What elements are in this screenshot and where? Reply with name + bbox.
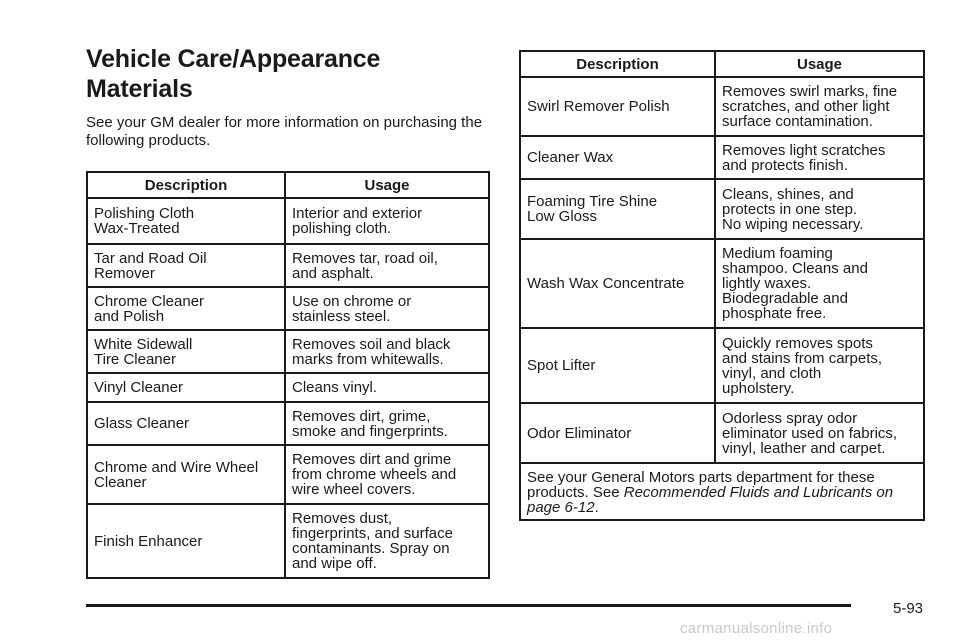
right-column: [519, 50, 923, 521]
product-usage-cell: Removes light scratches and protects finish.: [715, 136, 924, 179]
table-row: [520, 179, 924, 239]
table-row: [87, 373, 489, 402]
product-usage-cell: Removes dirt, grime, smoke and fingerprints.: [285, 402, 489, 445]
product-usage-cell: Quickly removes spots and stains from carpets, vinyl, and cloth upholstery.: [715, 328, 924, 403]
page-number: 5-93: [893, 600, 924, 617]
column-header-description: Description: [87, 172, 285, 198]
product-description-cell: Vinyl Cleaner: [87, 373, 285, 402]
table-row: [87, 244, 489, 287]
product-description-cell: Chrome Cleaner and Polish: [87, 287, 285, 330]
product-description-cell: Glass Cleaner: [87, 402, 285, 445]
product-usage-cell: Cleans, shines, and protects in one step. No wiping necessary.: [715, 179, 924, 239]
footnote-end: .: [594, 499, 599, 516]
table-row: [87, 504, 489, 578]
column-header-usage: Usage: [285, 172, 489, 198]
table-row: [87, 287, 489, 330]
product-description-cell: Finish Enhancer: [87, 504, 285, 578]
footnote-text: See your General Motors parts department for these products. See: [527, 469, 875, 501]
footer-rule: [86, 604, 851, 607]
table-row: [520, 239, 924, 328]
left-table-body: [87, 198, 489, 578]
table-header-row: [87, 172, 489, 198]
table-row: [87, 198, 489, 244]
table-row: [87, 402, 489, 445]
column-header-description: Description: [520, 51, 715, 77]
page-title: Vehicle Care/Appearance Materials: [86, 45, 381, 103]
care-materials-table-right: [519, 50, 925, 521]
right-table-body: [520, 77, 924, 463]
product-description-cell: Swirl Remover Polish: [520, 77, 715, 136]
table-header-row: [520, 51, 924, 77]
product-description-cell: Spot Lifter: [520, 328, 715, 403]
product-description-cell: Foaming Tire Shine Low Gloss: [520, 179, 715, 239]
product-description-cell: Chrome and Wire Wheel Cleaner: [87, 445, 285, 504]
table-row: [520, 328, 924, 403]
footnote-cell: [520, 463, 924, 520]
watermark-text: carmanualsonline.info: [680, 620, 833, 637]
product-usage-cell: Removes dust, fingerprints, and surface contaminants. Spray on and wipe off.: [285, 504, 489, 578]
product-description-cell: Cleaner Wax: [520, 136, 715, 179]
table-row: [87, 445, 489, 504]
product-usage-cell: Removes soil and black marks from whitewalls.: [285, 330, 489, 373]
product-usage-cell: Use on chrome or stainless steel.: [285, 287, 489, 330]
product-description-cell: Odor Eliminator: [520, 403, 715, 463]
product-description-cell: White Sidewall Tire Cleaner: [87, 330, 285, 373]
product-usage-cell: Removes swirl marks, fine scratches, and other light surface contamination.: [715, 77, 924, 136]
product-description-cell: Polishing Cloth Wax-Treated: [87, 198, 285, 244]
care-materials-table-left: [86, 171, 490, 579]
product-description-cell: Wash Wax Concentrate: [520, 239, 715, 328]
left-column: [86, 44, 488, 579]
footnote-reference-link[interactable]: Recommended Fluids and Lubricants on page 6-12: [527, 484, 894, 516]
product-description-cell: Tar and Road Oil Remover: [87, 244, 285, 287]
product-usage-cell: Removes tar, road oil, and asphalt.: [285, 244, 489, 287]
table-row: [520, 136, 924, 179]
table-row: [520, 77, 924, 136]
product-usage-cell: Interior and exterior polishing cloth.: [285, 198, 489, 244]
product-usage-cell: Removes dirt and grime from chrome wheels and wire wheel covers.: [285, 445, 489, 504]
product-usage-cell: Odorless spray odor eliminator used on fabrics, vinyl, leather and carpet.: [715, 403, 924, 463]
product-usage-cell: Medium foaming shampoo. Cleans and lightly waxes. Biodegradable and phosphate free.: [715, 239, 924, 328]
intro-paragraph: See your GM dealer for more information on purchasing the following products.: [86, 114, 483, 149]
product-usage-cell: Cleans vinyl.: [285, 373, 489, 402]
footnote-row: [520, 463, 924, 520]
table-row: [87, 330, 489, 373]
column-header-usage: Usage: [715, 51, 924, 77]
table-row: [520, 403, 924, 463]
